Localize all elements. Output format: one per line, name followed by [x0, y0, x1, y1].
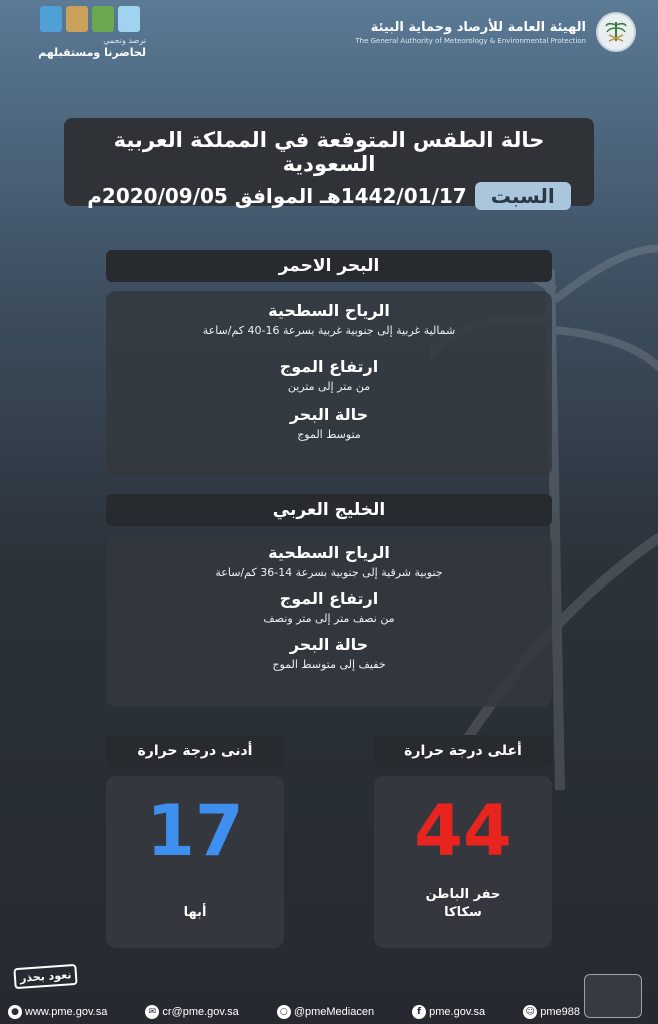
org-name-en: The General Authority of Meteorology & Environmental Protection — [355, 36, 586, 45]
min-temp-card — [106, 776, 284, 948]
page-title: حالة الطقس المتوقعة في المملكة العربية السعودية — [113, 128, 545, 176]
snapchat-icon: ☺ — [523, 1005, 537, 1019]
globe-icon: ● — [8, 1005, 22, 1019]
max-temp-location — [374, 886, 552, 922]
water-icon — [40, 6, 62, 32]
footer-email[interactable] — [145, 1005, 238, 1019]
date-text: 1442/01/17هـ الموافق 2020/09/05م — [87, 184, 467, 208]
footer-snapchat[interactable] — [523, 1005, 580, 1019]
min-temp-value: 17 — [146, 790, 244, 872]
date-row — [64, 182, 594, 210]
facebook-icon: f — [412, 1005, 426, 1019]
footer-instagram[interactable] — [277, 1005, 374, 1019]
max-temp-card — [374, 776, 552, 948]
snapchat-text: pme988 — [540, 1006, 580, 1018]
max-temp-value: 44 — [414, 790, 512, 872]
min-temp-header: أدنى درجة حرارة — [106, 735, 284, 767]
plant-icon — [92, 6, 114, 32]
item-value: شمالية غربية إلى جنوبية غربية بسرعة 16-40 كم/ساعة — [202, 324, 456, 337]
arabian-gulf-card — [106, 535, 552, 707]
item-value: من متر إلى مترين — [287, 380, 371, 393]
footer-facebook[interactable] — [412, 1005, 485, 1019]
red-sea-header: البحر الاحمر — [106, 250, 552, 282]
red-sea-card — [106, 291, 552, 477]
instagram-icon: ○ — [277, 1005, 291, 1019]
day-badge: السبت — [475, 182, 571, 210]
email-text: cr@pme.gov.sa — [162, 1006, 239, 1018]
gulf-wave — [106, 589, 552, 625]
footer-website[interactable] — [8, 1005, 107, 1019]
item-value: متوسط الموج — [297, 428, 361, 441]
org-emblem-icon — [596, 12, 636, 52]
max-temp-location-2: سكاكا — [444, 905, 482, 920]
slogan-stamp: نعود بحذر — [13, 964, 78, 989]
org-name-ar: الهيئة العامة للأرصاد وحماية البيئة — [370, 19, 586, 35]
seal-icon — [584, 974, 642, 1018]
red-sea-wind — [106, 301, 552, 337]
item-title: ارتفاع الموج — [279, 589, 379, 608]
item-title: حالة البحر — [289, 405, 369, 424]
gulf-wind — [106, 543, 552, 579]
item-title: ارتفاع الموج — [279, 357, 379, 376]
item-value: خفيف إلى متوسط الموج — [272, 658, 386, 671]
max-temp-header: أعلى درجة حرارة — [374, 735, 552, 767]
campaign-logo — [34, 6, 146, 59]
item-title: حالة البحر — [289, 635, 369, 654]
campaign-title: لحاضرنا ومستقبلهم — [38, 46, 146, 59]
red-sea-state — [106, 405, 552, 441]
campaign-subtitle: نرصد ونحمي — [103, 36, 146, 45]
max-temp-location-1: حفر الباطن — [425, 887, 501, 902]
website-text: www.pme.gov.sa — [25, 1006, 108, 1018]
facebook-text: pme.gov.sa — [429, 1006, 486, 1018]
sand-icon — [66, 6, 88, 32]
org-header — [355, 12, 636, 52]
item-title: الرياح السطحية — [268, 543, 390, 562]
arabian-gulf-header: الخليج العربي — [106, 494, 552, 526]
title-panel — [64, 118, 594, 206]
instagram-text: @pmeMediacen — [293, 1006, 375, 1018]
footer-bar — [8, 1002, 580, 1022]
item-value: من نصف متر إلى متر ونصف — [263, 612, 395, 625]
item-value: جنوبية شرقية إلى جنوبية بسرعة 14-36 كم/ساعة — [215, 566, 443, 579]
red-sea-wave — [106, 357, 552, 393]
min-temp-location: أبها — [183, 905, 207, 920]
wave-icon — [118, 6, 140, 32]
email-icon: ✉ — [145, 1005, 159, 1019]
gulf-state — [106, 635, 552, 671]
item-title: الرياح السطحية — [268, 301, 390, 320]
